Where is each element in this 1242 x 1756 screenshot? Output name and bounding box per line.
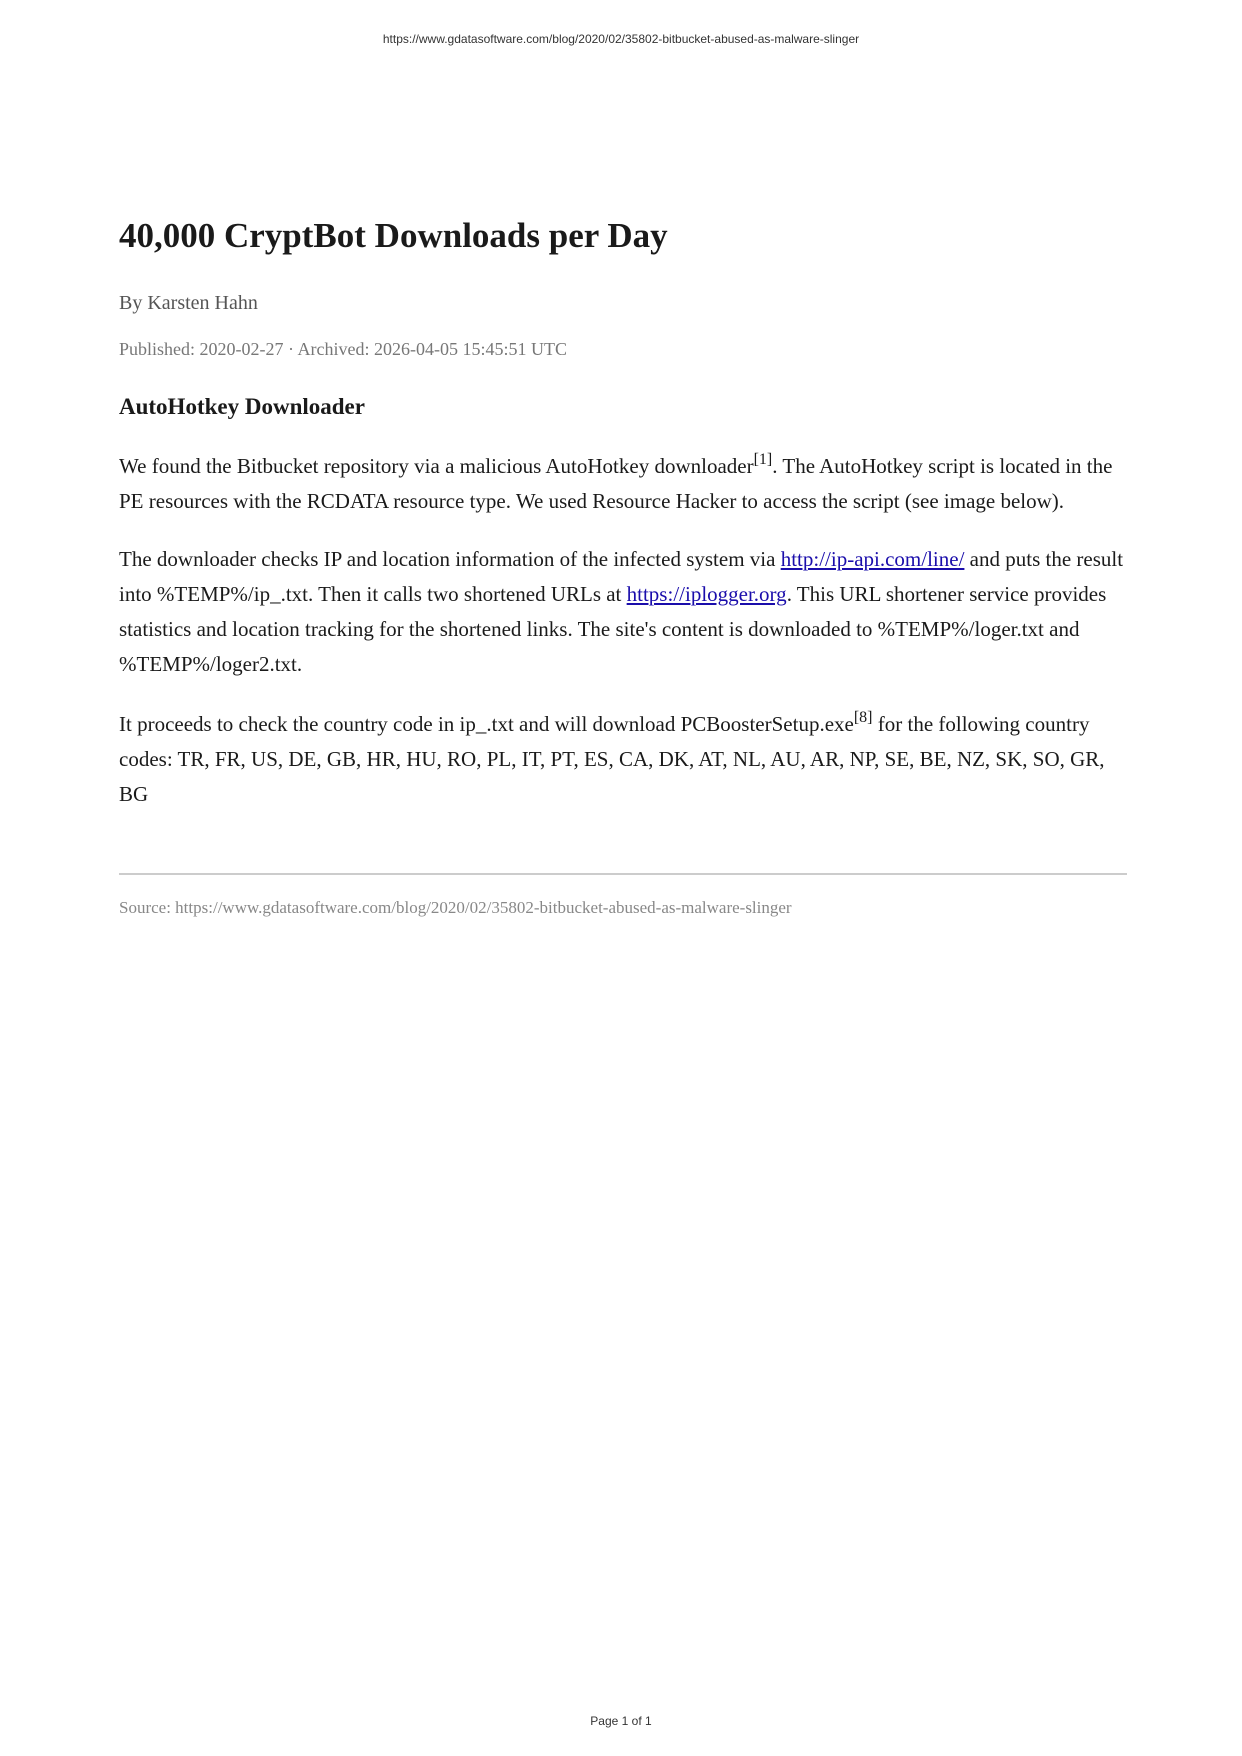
page-header-url: https://www.gdatasoftware.com/blog/2020/02/35802-bitbucket-abused-as-malware-slinger	[382, 32, 860, 46]
ip-api-link[interactable]: http://ip-api.com/line/	[780, 547, 965, 571]
paragraph-1	[119, 449, 1127, 519]
paragraph-2-text-a: The downloader checks IP and location information of the infected system via	[119, 547, 781, 571]
section-heading: AutoHotkey Downloader	[119, 394, 365, 419]
article-title: 40,000 CryptBot Downloads per Day	[119, 216, 668, 255]
paragraph-3-text-a: It proceeds to check the country code in ip_.txt and will download PCBoosterSetup.exe	[119, 712, 854, 736]
source-line: Source: https://www.gdatasoftware.com/blog/2020/02/35802-bitbucket-abused-as-malware-slinger	[119, 898, 792, 917]
iplogger-link[interactable]: https://iplogger.org	[626, 582, 787, 606]
paragraph-2-text-c: . This URL shortener service provides statistics and location tracking for the shortened links. The site's content is downloaded to %TEMP%/loger.txt and %TEMP%/loger2.txt.	[119, 582, 1107, 676]
article-byline: By Karsten Hahn	[119, 292, 258, 314]
article-meta: Published: 2020-02-27 · Archived: 2026-04-05 15:45:51 UTC	[119, 339, 567, 359]
divider	[119, 873, 1127, 875]
paragraph-2	[119, 542, 1127, 682]
paragraph-2-text-b: and puts the result into %TEMP%/ip_.txt. Then it calls two shortened URLs at	[119, 547, 1124, 606]
page-number: Page 1 of 1	[590, 1714, 652, 1728]
paragraph-3-text-b: for the following country codes: TR, FR, US, DE, GB, HR, HU, RO, PL, IT, PT, ES, CA, DK, AT, NL, AU, AR, NP, SE, BE, NZ, SK, SO, GR, BG	[119, 712, 1105, 806]
article	[119, 210, 1127, 919]
paragraph-3	[119, 707, 1127, 812]
paragraph-1-text-a: We found the Bitbucket repository via a malicious AutoHotkey downloader	[119, 454, 754, 478]
paragraph-1-text-b: . The AutoHotkey script is located in the PE resources with the RCDATA resource type. We used Resource Hacker to access the script (see image below).	[119, 454, 1113, 513]
footnote-ref-1[interactable]: [1]	[753, 451, 773, 468]
footnote-ref-8[interactable]: [8]	[853, 709, 873, 726]
